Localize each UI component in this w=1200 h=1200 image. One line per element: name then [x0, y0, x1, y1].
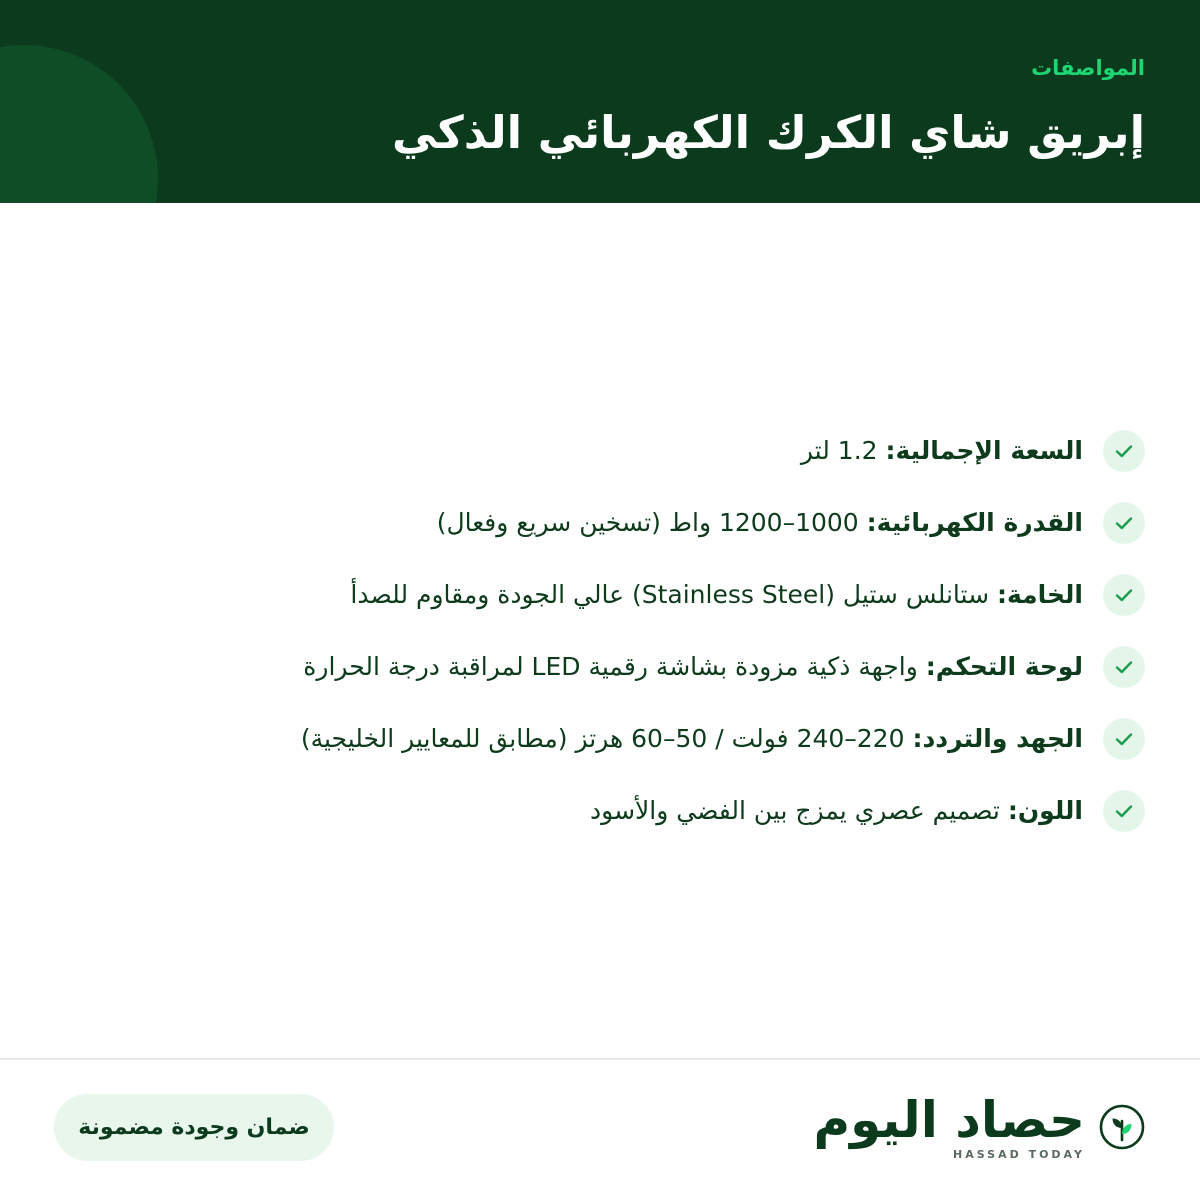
spec-label: الخامة: — [997, 580, 1083, 609]
spec-text — [437, 502, 1083, 544]
spec-item-color — [55, 790, 1145, 832]
spec-text — [301, 718, 1083, 760]
check-icon — [1103, 574, 1145, 616]
section-label: المواصفات — [1031, 56, 1145, 80]
spec-label: الجهد والتردد: — [912, 724, 1083, 753]
spec-item-voltage — [55, 718, 1145, 760]
spec-value: 220–240 فولت / 50–60 هرتز (مطابق للمعايير الخليجية) — [300, 724, 905, 753]
decorative-circle — [0, 45, 158, 203]
check-icon — [1103, 718, 1145, 760]
spec-text — [303, 646, 1083, 688]
spec-list — [55, 430, 1145, 862]
check-icon — [1103, 646, 1145, 688]
spec-value: 1.2 لتر — [800, 436, 878, 465]
spec-value: 1000–1200 واط (تسخين سريع وفعال) — [436, 508, 859, 537]
spec-text — [801, 430, 1083, 472]
check-icon — [1103, 502, 1145, 544]
brand-subtitle: HASSAD TODAY — [953, 1148, 1085, 1161]
product-title: إبريق شاي الكرك الكهربائي الذكي — [392, 106, 1145, 159]
check-icon — [1103, 430, 1145, 472]
brand-name: حصاد اليوم — [813, 1091, 1085, 1149]
brand-text — [814, 1092, 1085, 1161]
spec-text — [350, 574, 1083, 616]
spec-item-power — [55, 502, 1145, 544]
spec-label: اللون: — [1007, 796, 1083, 825]
spec-label: لوحة التحكم: — [925, 652, 1083, 681]
check-icon — [1103, 790, 1145, 832]
spec-item-capacity — [55, 430, 1145, 472]
leaf-logo-icon — [1099, 1104, 1145, 1150]
spec-label: السعة الإجمالية: — [885, 436, 1083, 465]
spec-item-control-panel — [55, 646, 1145, 688]
header-banner — [0, 0, 1200, 203]
brand-logo-block — [814, 1092, 1145, 1161]
footer-divider — [0, 1058, 1200, 1060]
spec-value: تصميم عصري يمزج بين الفضي والأسود — [590, 796, 1000, 825]
spec-item-material — [55, 574, 1145, 616]
spec-value: ستانلس ستيل (Stainless Steel) عالي الجودة ومقاوم للصدأ — [350, 580, 990, 609]
spec-value: واجهة ذكية مزودة بشاشة رقمية LED لمراقبة درجة الحرارة — [303, 652, 918, 681]
spec-text — [590, 790, 1083, 832]
warranty-badge: ضمان وجودة مضمونة — [54, 1094, 334, 1161]
spec-label: القدرة الكهربائية: — [866, 508, 1083, 537]
